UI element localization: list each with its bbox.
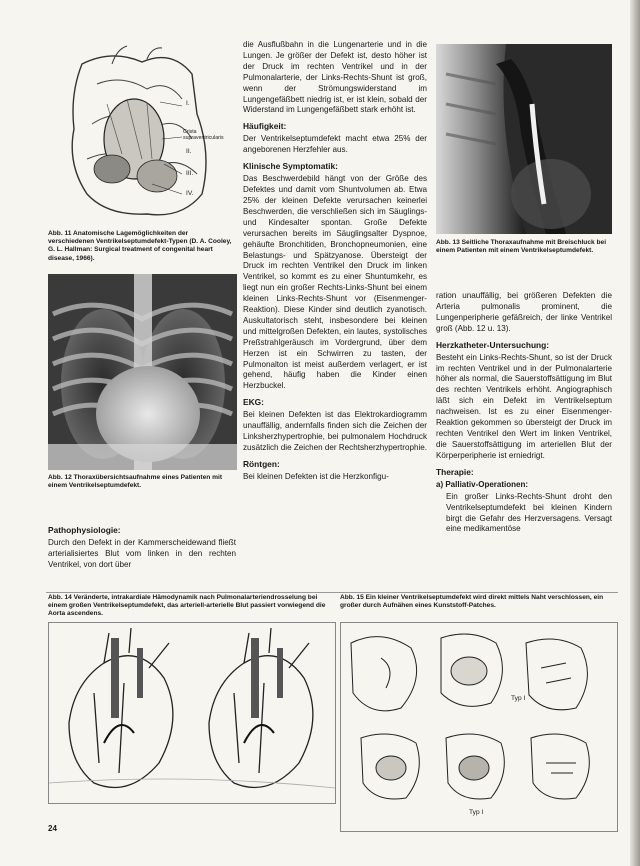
figure-14-diagram [48,622,336,804]
figure-13-caption: Abb. 13 Seitliche Thoraxaufnahme mit Breischluck bei einem Patienten mit einem Ventrikelseptumdefekt. [436,239,607,255]
paragraph-haeufigkeit: Der Ventrikelseptumdefekt macht etwa 25% der angeborenen Herzfehler aus. [243,134,427,155]
fig11-label-crista: Crista supraventricularis [183,129,224,141]
section-divider [46,592,618,593]
paragraph-pathophysiologie: Durch den Defekt in der Kammerscheidewand fließt arterialisiertes Blut vom linken in den rechten Ventrikel, von dort über [48,538,236,569]
heading-klinische-symptomatik: Klinische Symptomatik: [243,161,338,172]
fig11-label-1: I. [186,100,190,107]
fig11-label-2: II. [186,148,192,155]
lateral-xray-image [436,44,612,234]
heading-roentgen: Röntgen: [243,458,280,469]
paragraph-palliativ: Ein großer Links-Rechts-Shunt droht den Ventrikelseptumdefekt bei kleinen Kindern birgt die Gefahr des Herzversagens. Versagt eine medikamentöse [446,491,612,534]
fig15-label-typ1-bottom: Typ I [469,809,484,816]
heading-ekg: EKG: [243,397,264,408]
page-number: 24 [48,824,57,833]
heading-herzkatheter: Herzkatheter-Untersuchung: [436,339,550,350]
paragraph-roentgen-cont: ration unauffällig, bei größeren Defekten die Arteria pulmonalis prominent, die Lungenperipherie gefäßreich, der linke Ventrikel groß (Abb. 12 u. 13). [436,291,612,333]
hemodynamics-diagram [49,623,335,803]
chest-xray-image [48,274,237,470]
fig15-label-typ1-top: Typ I [511,695,526,702]
paragraph-roentgen: Bei kleinen Defekten ist die Herzkonfigu- [243,471,389,481]
fig11-label-3: III. [186,170,194,177]
left-column-text [48,520,236,571]
figure-14-caption: Abb. 14 Veränderte, intrakardiale Hämodynamik nach Pulmonalarteriendrosselung bei einem großen Ventrikelseptumdefekt, das arteriell-arterielle Blut passiert vorwiegend die Aorta ascendens. [48,594,326,618]
figure-12-xray [48,274,237,470]
surgical-closure-diagram [341,623,617,831]
heading-haeufigkeit: Häufigkeit: [243,121,287,132]
figure-12-caption: Abb. 12 Thoraxübersichtsaufnahme eines Patienten mit einem Ventrikelseptumdefekt. [48,474,223,490]
figure-11-caption: Abb. 11 Anatomische Lagemöglichkeiten der verschiedenen Ventrikelseptumdefekt-Typen (D. A. Cooley, G. L. Hallman: Surgical treatment of congenital heart disease, 1966). [48,230,232,262]
heading-therapie: Therapie: [436,466,474,477]
figure-11-drawing [52,44,232,226]
figure-15-caption: Abb. 15 Ein kleiner Ventrikelseptumdefekt wird direkt mittels Naht verschlossen, ein großer durch Aufnähen eines Kunststoff-Patches. [340,594,604,610]
paragraph-ekg: Bei kleinen Defekten ist das Elektrokardiogramm unauffällig, andernfalls finden sich die Zeichen der Linksherzhypertrophie, bei pulmonalem Hochdruck zusätzlich die Zeichen der Rechtsherzhypertrophie. [243,410,428,452]
right-column-text [436,291,612,535]
figure-15-diagram [340,622,618,832]
paragraph-intro: die Ausflußbahn in die Lungenarterie und in die Lungen. Je größer der Defekt ist, desto höher ist der Druck im rechten Ventrikel und in der Pulmonalarterie, der Links-Rechts-Shunt ist groß, wenn der Strömungswiderstand im Lungengefäßbett niedrig ist, er ist klein, sobald der Widerstand im Lungengefäßbett stark erhöht ist. [243,40,427,115]
paragraph-klinische-symptomatik: Das Beschwerdebild hängt von der Größe des Defektes und damit vom Shuntvolumen ab. Etwa 25% der kleinen Defekte verursachen keinerlei Beschwerden, die verschließen sich im Säuglings- und Kindesalter spontan. Große Defekte verursachen bereits im Säuglingsalter Dyspnoe, gehäufte Bronchitiden, Bronchopneumonien, eine Belastungs- und Spätzyanose. Übersteigt der Druck im rechten Ventrikel den Druck im linken Ventrikel, so kommt es zu einer Shuntumkehr, es liegt nun ein großer Rechts-Links-Shunt bei einem kleinen Links-Rechts-Shunt vor (Eisenmenger-Reaktion). Diese Kinder sind deutlich zyanotisch. Auskultatorisch steht, insbesondere bei kleinen und mittelgroßen Defekten, ein lautes, systolisches Preßstrahlgeräusch im Vordergrund, über dem Herzen ist ein Schwirren zu tasten, der Pulmonalton ist meist außerdem verlagert, er ist gehend, häufig haben die Kinder einen Herzbuckel. [243,174,427,391]
middle-column-text [243,40,427,483]
heading-pathophysiologie: Pathophysiologie: [48,525,121,535]
paragraph-herzkatheter: Besteht ein Links-Rechts-Shunt, so ist der Druck im rechten Ventrikel und in der Pulmonalarterie höher als normal, die Sauerstoffsättigung im Blut des rechten Ventrikels erhöht. Angiographisch läßt sich ein Defekt im Ventrikelseptum nachweisen. Ist es zu einer Eisenmenger-Reaktion gekommen so übersteigt der Druck im rechten Ventrikel den Wert im linken Ventrikel, die Sauerstoffsättigung im arteriellen Blut der Körperperipherie ist erniedrigt. [436,352,612,460]
figure-13-xray [436,44,612,234]
fig11-label-4: IV. [186,190,194,197]
scan-edge-shadow [630,0,640,866]
heading-palliativ: a) Palliativ-Operationen: [436,479,529,489]
